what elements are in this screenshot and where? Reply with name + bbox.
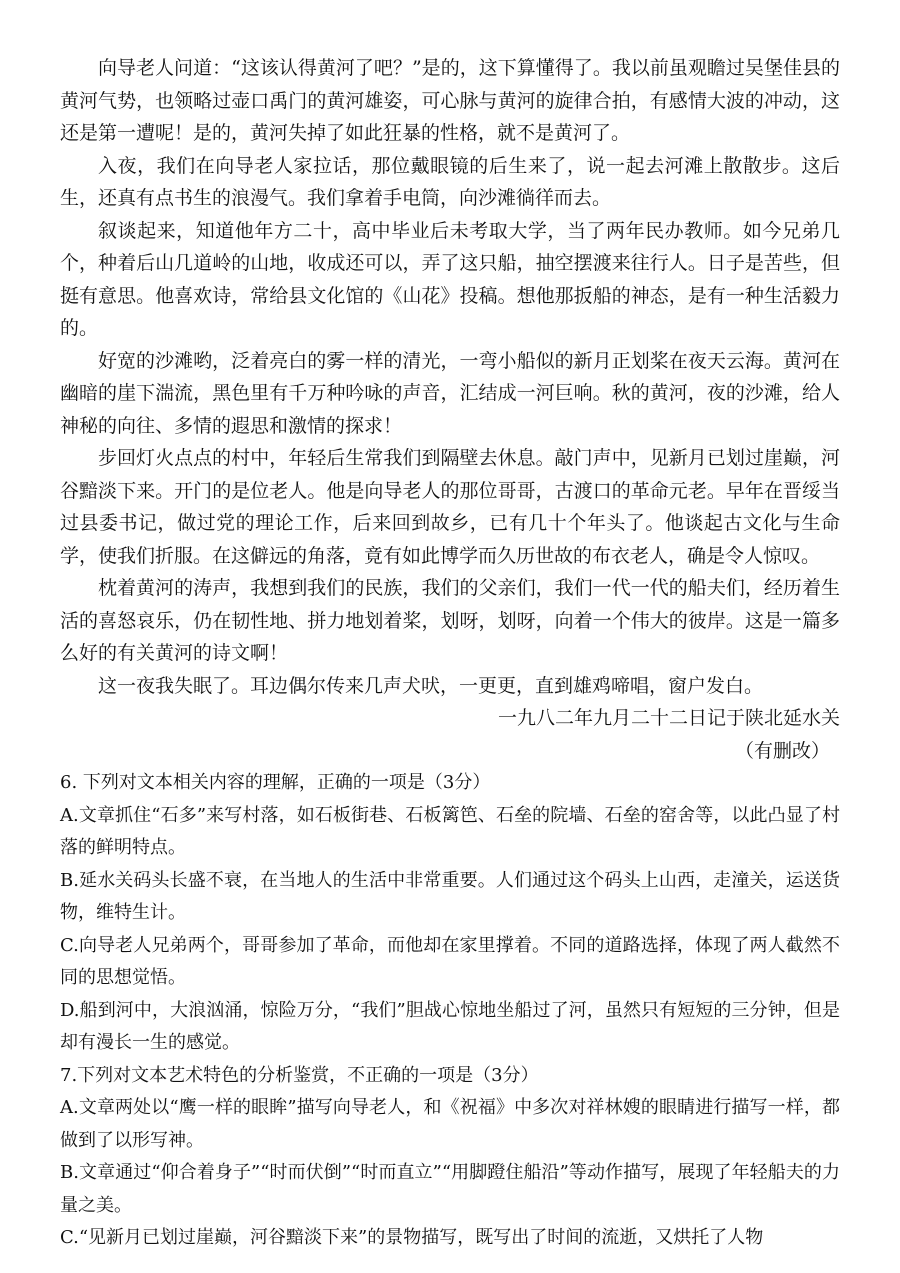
passage-paragraph: 这一夜我失眠了。耳边偶尔传来几声犬吠，一更更，直到雄鸡啼唱，窗户发白。 — [98, 674, 764, 697]
passage — [60, 52, 840, 767]
option-c: C.向导老人兄弟两个，哥哥参加了革命，而他却在家里撑着。不同的道路选择，体现了两人截然不同的思想觉悟。 — [60, 934, 840, 988]
option-a: A.文章两处以“鹰一样的眼眸”描写向导老人，和《祝福》中多次对祥林嫂的眼睛进行描写一样，都做到了以形写神。 — [60, 1097, 840, 1151]
option-b: B.文章通过“仰合着身子”“时而伏倒”“时而直立”“用脚蹬住船沿”等动作描写，展现了年轻船夫的力量之美。 — [60, 1162, 840, 1216]
question-7 — [60, 1060, 840, 1255]
passage-paragraph: 叙谈起来，知道他年方二十，高中毕业后未考取大学，当了两年民办教师。如今兄弟几个，种着后山几道岭的山地，收成还可以，弄了这只船，抽空摆渡来往行人。日子是苦些，但挺有意思。他喜欢诗，常给县文化馆的《山花》投稿。想他那扳船的神态，是有一种生活毅力的。 — [60, 219, 840, 339]
exam-page — [60, 52, 840, 1255]
passage-signature: 一九八二年九月二十二日记于陕北延水关 — [497, 707, 840, 729]
question-stem: 6. 下列对文本相关内容的理解，正确的一项是（3分） — [60, 772, 491, 793]
passage-paragraph: 入夜，我们在向导老人家拉话，那位戴眼镜的后生来了，说一起去河滩上散散步。这后生，还真有点书生的浪漫气。我们拿着手电筒，向沙滩徜徉而去。 — [60, 154, 840, 209]
passage-edit-note: （有删改） — [734, 739, 830, 762]
option-b: B.延水关码头长盛不衰，在当地人的生活中非常重要。人们通过这个码头上山西，走潼关，运送货物，维特生计。 — [60, 869, 840, 923]
passage-paragraph: 步回灯火点点的村中，年轻后生常我们到隔壁去休息。敲门声中，见新月已划过崖巅，河谷黯淡下来。开门的是位老人。他是向导老人的那位哥哥，古渡口的革命元老。早年在晋绥当过县委书记，做过党的理论工作，后来回到故乡，已有几十个年头了。他谈起古文化与生命学，使我们折服。在这僻远的角落，竟有如此博学而久历世故的布衣老人，确是令人惊叹。 — [60, 447, 840, 567]
option-c: C.“见新月已划过崖巅，河谷黯淡下来”的景物描写，既写出了时间的流逝，又烘托了人物 — [60, 1227, 764, 1248]
passage-paragraph: 向导老人问道：“这该认得黄河了吧？”是的，这下算懂得了。我以前虽观瞻过吴堡佳县的黄河气势，也领略过壶口禹门的黄河雄姿，可心脉与黄河的旋律合拍，有感情大波的冲动，这还是第一遭呢！是的，黄河失掉了如此狂暴的性格，就不是黄河了。 — [60, 57, 840, 144]
option-a: A.文章抓住“石多”来写村落，如石板街巷、石板篱笆、石垒的院墙、石垒的窑舍等，以此凸显了村落的鲜明特点。 — [60, 804, 840, 858]
question-stem: 7.下列对文本艺术特色的分析鉴赏，不正确的一项是（3分） — [60, 1064, 539, 1086]
passage-paragraph: 枕着黄河的涛声，我想到我们的民族，我们的父亲们，我们一代一代的船夫们，经历着生活的喜怒哀乐，仍在韧性地、拼力地划着桨，划呀，划呀，向着一个伟大的彼岸。这是一篇多么好的有关黄河的诗文啊！ — [60, 577, 840, 664]
passage-paragraph: 好宽的沙滩哟，泛着亮白的雾一样的清光，一弯小船似的新月正划桨在夜天云海。黄河在幽暗的崖下湍流，黑色里有千万种吟咏的声音，汇结成一河巨响。秋的黄河，夜的沙滩，给人神秘的向往、多情的遐思和激情的探求！ — [60, 349, 840, 437]
question-6 — [60, 767, 840, 1060]
option-d: D.船到河中，大浪汹涌，惊险万分，“我们”胆战心惊地坐船过了河，虽然只有短短的三分钟，但是却有漫长一生的感觉。 — [60, 999, 840, 1053]
